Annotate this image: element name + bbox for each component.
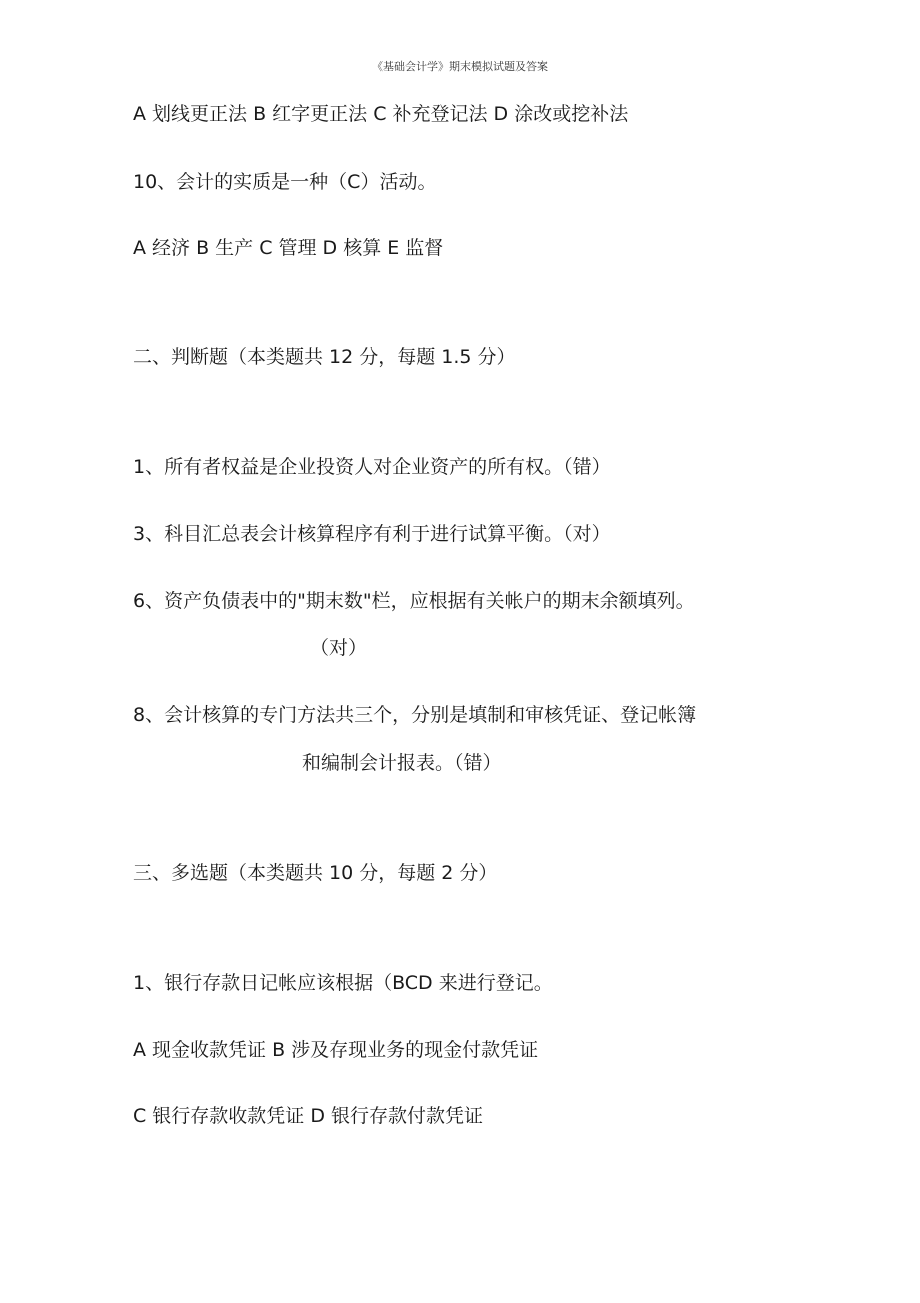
multi-choice-item-1-options-c-d: C 银行存款收款凭证 D 银行存款付款凭证 <box>133 1105 484 1127</box>
q10-question: 10、会计的实质是一种（C）活动。 <box>133 171 437 193</box>
true-false-item-8-continued: 和编制会计报表。（错） <box>302 752 502 774</box>
multi-choice-item-1: 1、银行存款日记帐应该根据（BCD 来进行登记。 <box>133 972 553 994</box>
multi-choice-item-1-options-a-b: A 现金收款凭证 B 涉及存现业务的现金付款凭证 <box>133 1039 539 1061</box>
true-false-item-8: 8、会计核算的专门方法共三个，分别是填制和审核凭证、登记帐簿 <box>133 704 697 726</box>
page-header: 《基础会计学》期末模拟试题及答案 <box>372 60 548 73</box>
section-3-title: 三、多选题（本类题共 10 分，每题 2 分） <box>133 862 498 884</box>
true-false-item-6: 6、资产负债表中的"期末数"栏，应根据有关帐户的期末余额填列。 <box>133 590 695 612</box>
true-false-item-6-answer: （对） <box>310 637 368 659</box>
section-2-title: 二、判断题（本类题共 12 分，每题 1.5 分） <box>133 346 516 368</box>
q9-options: A 划线更正法 B 红字更正法 C 补充登记法 D 涂改或挖补法 <box>133 103 629 125</box>
true-false-item-1: 1、所有者权益是企业投资人对企业资产的所有权。（错） <box>133 456 611 478</box>
q10-options: A 经济 B 生产 C 管理 D 核算 E 监督 <box>133 237 444 259</box>
true-false-item-3: 3、科目汇总表会计核算程序有利于进行试算平衡。（对） <box>133 523 611 545</box>
